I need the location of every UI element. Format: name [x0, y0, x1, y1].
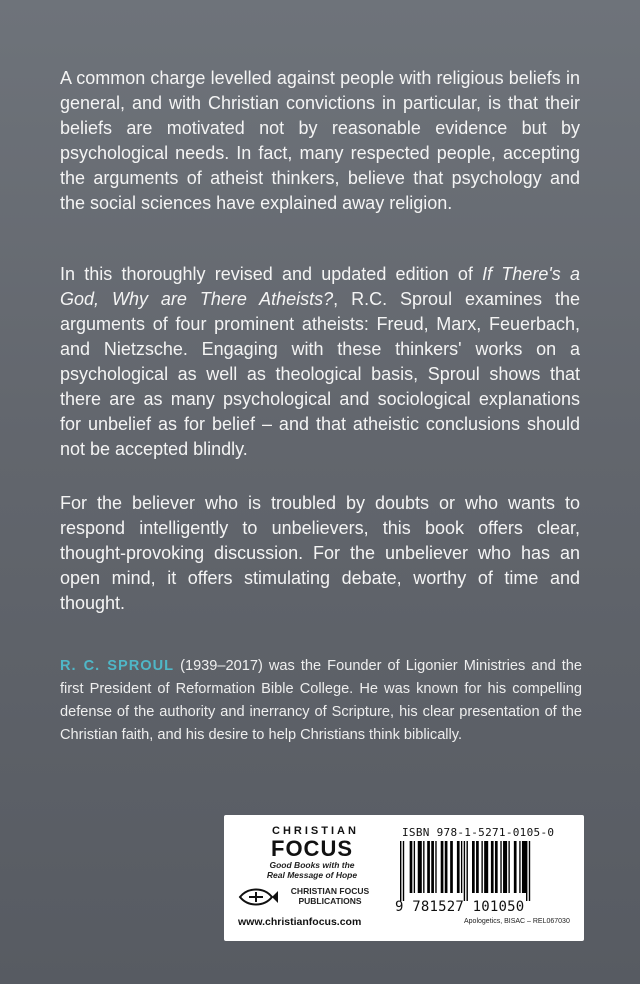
book-title: If There's a God, Why are There Atheists?	[60, 264, 581, 309]
blurb-paragraph-2-intro: In this thoroughly revised and updated edition of	[60, 264, 483, 284]
barcode-bar	[519, 841, 520, 893]
barcode-bar	[467, 841, 468, 901]
author-name: R. C. SPROUL	[60, 658, 175, 674]
barcode-bar	[464, 841, 465, 901]
barcode-bar	[508, 841, 509, 893]
bisac-category: Apologetics, BISAC – REL067030	[464, 918, 570, 925]
blurb-paragraph-3: For the believer who is troubled by doubts or who wants to respond intelligently to unbelievers, this book offers clear, thought-provoking discussion. For the unbeliever who has an open mind, it offers stimulating debate, worthy of time and thought.	[60, 493, 580, 613]
isbn-label: ISBN 978-1-5271-0105-0	[402, 826, 555, 839]
publisher-barcode-panel	[224, 815, 584, 941]
barcode-bar	[472, 841, 475, 893]
barcode-bar	[423, 841, 424, 893]
barcode-bar	[529, 841, 530, 901]
barcode-bar	[522, 841, 526, 893]
barcode-bar	[457, 841, 460, 893]
imprint-name: CHRISTIAN FOCUS PUBLICATIONS	[290, 886, 370, 906]
barcode-bar	[441, 841, 444, 893]
barcode-bar	[514, 841, 517, 893]
barcode-bar	[503, 841, 507, 893]
publisher-logo-line1: CHRISTIAN	[272, 825, 359, 837]
barcode-bar	[445, 841, 448, 893]
blurb-paragraph-1: A common charge levelled against people with religious beliefs in general, and with Christian convictions in particular, is that their beliefs are motivated not by reasonable evidence but by psychological needs. In fact, many respected people, accepting the arguments of atheist thinkers, believe that psychology and the social sciences have explained away religion.	[60, 68, 580, 213]
barcode-bar	[526, 841, 527, 901]
barcode-bar	[414, 841, 415, 893]
barcode-bar	[427, 841, 430, 893]
barcode-bar	[403, 841, 404, 901]
barcode-bar	[410, 841, 413, 893]
barcode-bar	[461, 841, 462, 893]
barcode-bar	[495, 841, 498, 893]
barcode-bar	[476, 841, 479, 893]
barcode-bar	[400, 841, 401, 901]
barcode-bar	[435, 841, 436, 893]
publisher-tagline: Good Books with the Real Message of Hope	[266, 860, 358, 880]
author-bio-text: (1939–2017) was the Founder of Ligonier Ministries and the first President of Reformation Bible College. He was known for his compelling defense of the authority and inerrancy of Scripture, his clear presentation of the Christian faith, and his desire to help Christians think biblically.	[60, 658, 583, 743]
barcode	[394, 841, 576, 901]
barcode-bar	[500, 841, 501, 893]
publisher-logo-line2: FOCUS	[271, 836, 353, 861]
barcode-bar	[481, 841, 482, 893]
fish-icon	[238, 887, 278, 907]
barcode-digits: 9 781527 101050	[395, 899, 525, 915]
blurb-paragraph-2	[60, 262, 580, 462]
barcode-bar	[484, 841, 488, 893]
barcode-bar	[431, 841, 434, 893]
barcode-bar	[491, 841, 494, 893]
publisher-website: www.christianfocus.com	[238, 916, 362, 928]
author-bio	[60, 655, 582, 747]
barcode-bar	[450, 841, 453, 893]
publisher-imprint	[238, 885, 388, 909]
blurb-paragraph-2-body: , R.C. Sproul examines the arguments of four prominent atheists: Freud, Marx, Feuerbach, and Nietzsche. Engaging with these thinkers' works on a psychological as well as theological basis, Sproul shows that there are as many psychological and sociological explanations for unbelief as for belief – and that atheistic conclusions should not be accepted blindly.	[60, 289, 580, 459]
barcode-bar	[418, 841, 422, 893]
